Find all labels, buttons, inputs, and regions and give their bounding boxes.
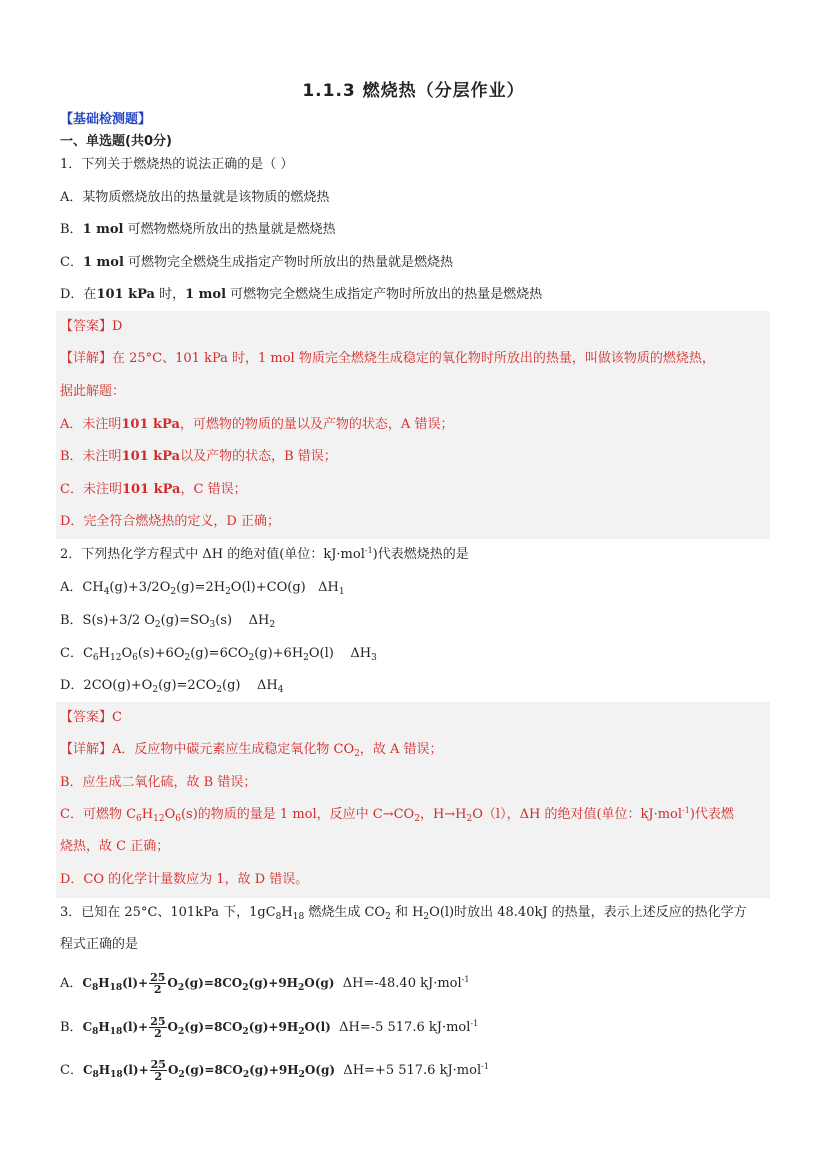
q2-option-c: C．$C_6H_{12}O_6(s)+6O_2(g)=6CO_2(g)+6H_2O(l)$ $\Delta H_3$: [60, 646, 377, 663]
q2-explain-c-cont: 烧热，故 C 正确；: [60, 839, 170, 854]
q1-answer: 【答案】D: [60, 319, 123, 334]
q2-option-d: D．$2CO(g)+O_2(g)=2CO_2(g)$ $\Delta H_4$: [60, 678, 284, 695]
q1-option-d: D．在101 kPa 时，1 mol 可燃物完全燃烧生成指定产物时所放出的热量是燃烧热: [60, 287, 543, 302]
q3-stem: 3．已知在 25°C、101kPa 下，$1gC_8H_{18}$ 燃烧生成 $CO_2$ 和 $H_2O(l)$时放出 48.40kJ 的热量，表示上述反应的热化学方: [60, 905, 747, 922]
q2-option-a: A．$CH_4(g)+3/2O_2(g)=2H_2O(l)+CO(g)$ $\Delta H_1$: [60, 580, 345, 597]
q3-option-b: B．$C_8H_{18}(l)+$ $\frac{25}{2}$ $O_2(g)=8CO_2(g)+9H_2O(l)$ ΔH=-5 517.6 kJ·mol$^{-1}$: [60, 1015, 479, 1040]
q1-explain-c: C．未注明101 kPa，C 错误；: [60, 482, 247, 497]
q2-answer: 【答案】C: [60, 710, 122, 725]
q1-explain-d: D．完全符合燃烧热的定义，D 正确；: [60, 514, 280, 529]
q3-stem-cont: 程式正确的是: [60, 937, 139, 952]
q1-detail-line2: 据此解题：: [60, 384, 126, 399]
q1-option-c: C．1 mol 可燃物完全燃烧生成指定产物时所放出的热量就是燃烧热: [60, 255, 454, 270]
q3-option-c: C．$C_8H_{18}(l)+$ $\frac{25}{2}$ $O_2(g)=8CO_2(g)+9H_2O(g)$ ΔH=+5 517.6 kJ·mol$^{-1}$: [60, 1058, 489, 1083]
q1-explain-a: A．未注明101 kPa，可燃物的物质的量以及产物的状态，A 错误；: [60, 417, 454, 432]
q2-answer-box: [56, 702, 770, 898]
page-title: 1.1.3 燃烧热（分层作业）: [302, 81, 525, 101]
q2-explain-d: D．CO 的化学计量数应为 1，故 D 错误。: [60, 872, 309, 887]
q1-option-b: B．1 mol 可燃物燃烧所放出的热量就是燃烧热: [60, 222, 336, 237]
q2-stem: 2．下列热化学方程式中 ΔH 的绝对值(单位：kJ·mol$^{-1}$)代表燃烧热的是: [60, 546, 469, 562]
section-tag: 【基础检测题】: [60, 112, 152, 127]
q1-explain-b: B．未注明101 kPa以及产物的状态，B 错误；: [60, 449, 337, 464]
q1-option-a: A．某物质燃烧放出的热量就是该物质的燃烧热: [60, 190, 330, 205]
q3-option-a: A．$C_8H_{18}(l)+$ $\frac{25}{2}$ $O_2(g)=8CO_2(g)+9H_2O(g)$ ΔH=-48.40 kJ·mol$^{-1}$: [60, 971, 470, 996]
q2-explain-a: 【详解】A．反应物中碳元素应生成稳定氧化物 $CO_2$，故 A 错误；: [60, 742, 443, 759]
q2-explain-b: B．应生成二氧化硫，故 B 错误；: [60, 775, 257, 790]
q2-option-b: B．S(s)+3/2 $O_2(g)=SO_3(s)$ $\Delta H_2$: [60, 613, 276, 630]
part-heading: 一、单选题(共0分): [60, 134, 172, 149]
q1-stem: 1．下列关于燃烧热的说法正确的是（ ）: [60, 157, 294, 172]
q2-explain-c: C．可燃物 $C_6H_{12}O_6(s)$的物质的量是 1 mol，反应中 $C\to CO_2$，$H\to H_2O(l)$，ΔH 的绝对值(单位：kJ·mol$^{-1}$)代表燃: [60, 806, 734, 824]
q1-detail-line1: 【详解】在 25°C、101 kPa 时，1 mol 物质完全燃烧生成稳定的氧化物时所放出的热量，叫做该物质的燃烧热，: [60, 351, 715, 366]
